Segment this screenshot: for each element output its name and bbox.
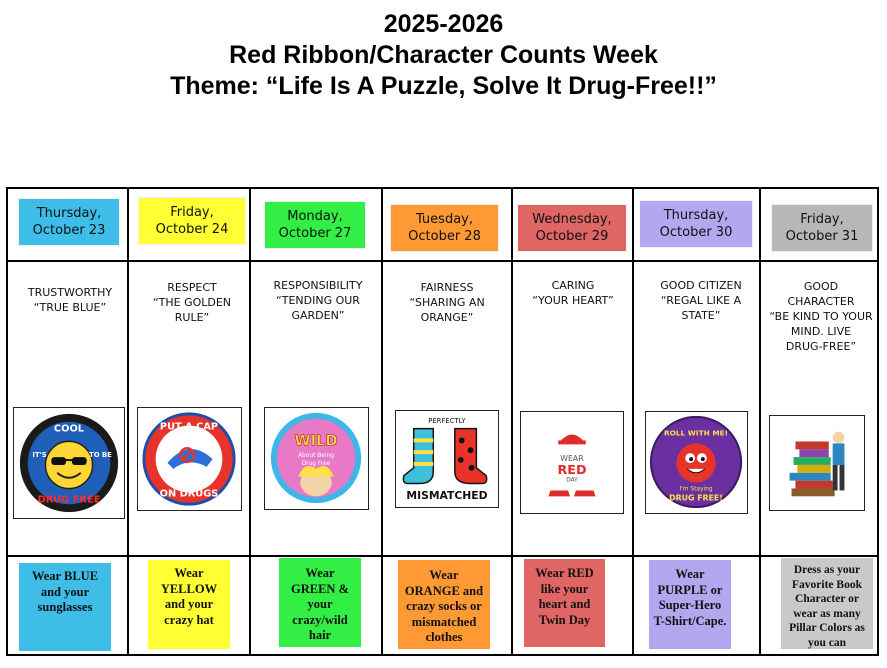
wear-instruction-oct28: Wear ORANGE and crazy socks or mismatched clothes: [398, 560, 490, 649]
date: October 23: [32, 223, 106, 238]
date-box-oct30: [640, 201, 752, 247]
trait-respect: RESPECT “THE GOLDEN RULE”: [152, 281, 232, 324]
svg-text:WEAR: WEAR: [560, 454, 584, 464]
svg-text:MISMATCHED: MISMATCHED: [406, 489, 488, 503]
date: October 28: [408, 229, 481, 244]
title-year: 2025-2026: [383, 10, 504, 38]
trait-caring: CARING “YOUR HEART”: [532, 279, 614, 307]
date: October 29: [535, 229, 609, 244]
roll-with-me-badge: [645, 411, 748, 514]
red-ball-character-icon: [646, 412, 747, 513]
trait-responsibility: RESPONSIBILITY “TENDING OUR GARDEN”: [273, 279, 363, 322]
weekday: Friday,: [170, 205, 214, 220]
svg-text:Drug Free: Drug Free: [301, 460, 331, 467]
svg-text:TO BE: TO BE: [89, 451, 112, 460]
sunglasses-smiley-icon: [14, 408, 124, 518]
date-box-oct24: [139, 198, 245, 244]
wear-instruction-oct23: Wear BLUE and your sunglasses: [19, 563, 111, 651]
svg-text:I'm Staying: I'm Staying: [679, 486, 713, 493]
date-box-oct28: [391, 205, 498, 251]
wild-about-drug-free-badge: [264, 407, 369, 510]
weekday: Thursday,: [663, 208, 729, 223]
wear-instruction-oct24: Wear YELLOW and your crazy hat: [148, 560, 230, 649]
column-divider: [632, 189, 634, 654]
svg-text:COOL: COOL: [53, 423, 85, 435]
weekday: Monday,: [287, 209, 343, 224]
wear-instruction-oct29: Wear RED like your heart and Twin Day: [524, 559, 605, 647]
column-divider: [127, 189, 129, 654]
weekday: Tuesday,: [415, 212, 473, 227]
svg-text:WILD: WILD: [294, 432, 338, 450]
wear-instruction-oct31: Dress as your Favorite Book Character or wear as many Pillar Colors as you can: [781, 558, 873, 649]
column-divider: [381, 189, 383, 654]
wear-instruction-oct27: Wear GREEN & your crazy/wild hair: [279, 558, 361, 647]
svg-text:DRUG FREE: DRUG FREE: [37, 494, 101, 506]
title-event: Red Ribbon/Character Counts Week: [229, 41, 658, 69]
date: October 30: [659, 225, 733, 240]
row-divider: [8, 555, 877, 557]
svg-text:About Being: About Being: [298, 453, 334, 460]
date: October 31: [785, 229, 859, 244]
svg-text:ON DRUGS: ON DRUGS: [159, 488, 219, 500]
date: October 24: [155, 222, 229, 237]
baseball-cap-icon: [138, 408, 241, 510]
svg-text:DAY: DAY: [566, 477, 578, 484]
column-divider: [759, 189, 761, 654]
date-box-oct31: [772, 205, 872, 251]
perfectly-mismatched-badge: [395, 410, 499, 508]
date-box-oct23: [19, 199, 119, 245]
book-stack-reader-badge: [769, 415, 865, 511]
title-theme: Theme: “Life Is A Puzzle, Solve It Drug-Free!!”: [170, 72, 717, 100]
date-box-oct29: [518, 205, 626, 251]
column-divider: [249, 189, 251, 654]
column-divider: [511, 189, 513, 654]
svg-text:PERFECTLY: PERFECTLY: [428, 416, 466, 425]
row-divider: [8, 260, 877, 262]
wild-hair-face-icon: [265, 408, 368, 509]
wear-instruction-oct30: Wear PURPLE or Super-Hero T-Shirt/Cape.: [649, 560, 731, 649]
red-cap-sneakers-icon: [521, 412, 623, 513]
date-box-oct27: [265, 202, 365, 248]
weekday: Thursday,: [36, 206, 102, 221]
svg-text:DRUG FREE!: DRUG FREE!: [669, 493, 723, 503]
put-a-cap-badge: [137, 407, 242, 511]
svg-text:IT'S: IT'S: [32, 451, 47, 460]
trait-good-citizen: GOOD CITIZEN “REGAL LIKE A STATE”: [660, 279, 742, 322]
mismatched-socks-icon: [396, 411, 498, 507]
svg-text:ROLL WITH ME!: ROLL WITH ME!: [663, 428, 729, 438]
trait-fairness: FAIRNESS “SHARING AN ORANGE”: [409, 281, 485, 324]
wear-red-day-badge: [520, 411, 624, 514]
date: October 27: [278, 226, 352, 241]
weekday: Wednesday,: [532, 212, 612, 227]
book-stack-icon: [770, 416, 864, 510]
trait-good-character: GOOD CHARACTER “BE KIND TO YOUR MIND. LIVE DRUG-FREE”: [769, 280, 873, 353]
svg-text:RED: RED: [557, 462, 587, 478]
weekday: Friday,: [800, 212, 844, 227]
trait-trustworthy: TRUSTWORTHY “TRUE BLUE”: [27, 286, 113, 314]
svg-text:PUT A CAP: PUT A CAP: [159, 421, 219, 433]
cool-drug-free-badge: [13, 407, 125, 519]
